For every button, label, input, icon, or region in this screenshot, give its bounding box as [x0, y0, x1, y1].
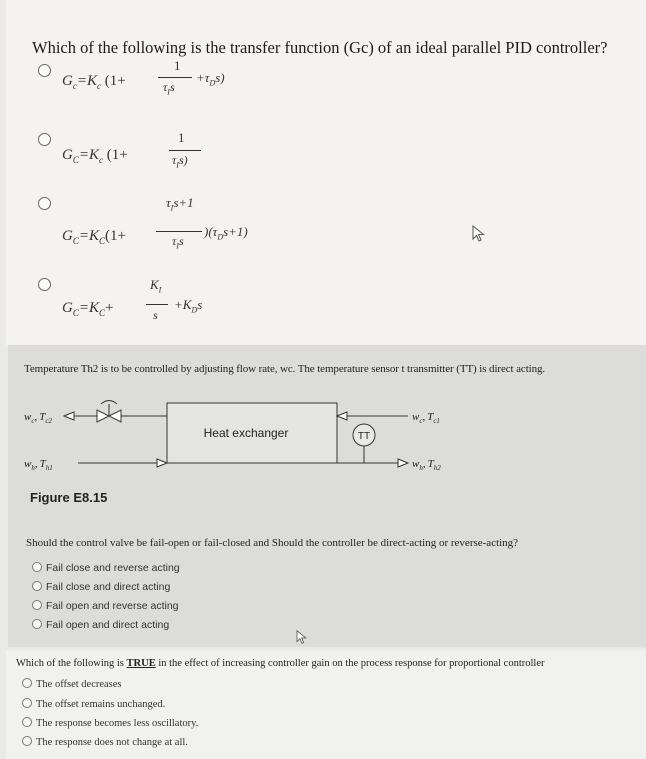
q1-option-c-formula: $G_C=K_C(1+$: [62, 228, 126, 246]
q2-option-2-radio[interactable]: [32, 581, 42, 591]
q1-option-a-denominator: $\tau_Is$: [163, 80, 175, 97]
true-emphasis: TRUE: [126, 658, 156, 669]
q1-option-a-radio[interactable]: [38, 64, 51, 77]
q1-option-a-formula: $G_c=K_c$ (1+: [62, 73, 126, 91]
q2-option-1[interactable]: [32, 562, 180, 574]
q2-option-2-label: Fail close and direct acting: [46, 581, 171, 593]
q3-option-3-radio[interactable]: [22, 717, 32, 727]
q3-option-2-radio[interactable]: [22, 698, 32, 708]
q3-option-2-label: The offset remains unchanged.: [36, 699, 166, 710]
q1-option-d-formula: $G_C=K_C+$: [62, 300, 114, 318]
q1-option-a-fraction-bar: [158, 77, 192, 78]
figure-label: Figure E8.15: [30, 490, 108, 505]
q3-option-3[interactable]: [22, 717, 198, 729]
q3-option-4-label: The response does not change at all.: [36, 737, 188, 748]
question-1-panel: [6, 0, 646, 345]
mouse-cursor-icon: [472, 225, 486, 243]
heat-exchanger-diagram: [8, 385, 646, 495]
q1-option-d-fraction-bar: [146, 304, 168, 305]
question-2-panel: [8, 345, 646, 647]
q3-option-1-label: The offset decreases: [36, 679, 122, 690]
q1-option-c-fraction-bar: [156, 231, 202, 232]
stream-label-wh-th1: $w_h$, $T_{h1}$: [24, 458, 53, 472]
q1-option-c-numerator: $\tau_Is+1$: [166, 195, 194, 213]
stream-label-wc-tc2: $w_c$, $T_{c2}$: [24, 411, 52, 425]
question-3-text: Which of the following is TRUE in the effect of increasing controller gain on the process response for proportional controller: [16, 658, 545, 669]
q1-option-b-denominator: $\tau_Is$): [172, 153, 188, 170]
q1-option-c-derivative-term: )$(\tau_Ds+1)$: [204, 224, 248, 242]
q2-option-3-radio[interactable]: [32, 600, 42, 610]
q1-option-b-radio[interactable]: [38, 133, 51, 146]
q1-option-a-derivative-term: $+\tau_Ds$): [196, 70, 225, 88]
stream-label-wh-th2: $w_h$, $T_{h2}$: [412, 458, 441, 472]
q2-option-3-label: Fail open and reverse acting: [46, 600, 179, 612]
coolant-inlet-arrow: [337, 412, 347, 420]
q3-option-1[interactable]: [22, 678, 122, 690]
q2-option-1-radio[interactable]: [32, 562, 42, 572]
control-valve-right: [109, 410, 121, 422]
q2-option-4-label: Fail open and direct acting: [46, 619, 170, 631]
q2-option-2[interactable]: [32, 581, 170, 593]
valve-actuator: [101, 401, 117, 405]
control-valve-left: [97, 410, 109, 422]
q1-option-c-denominator: $\tau_Is$: [172, 234, 184, 251]
q2-option-1-label: Fail close and reverse acting: [46, 562, 180, 574]
q2-option-4-radio[interactable]: [32, 619, 42, 629]
q2-option-3[interactable]: [32, 600, 179, 612]
heat-exchanger-label: Heat exchanger: [203, 426, 289, 440]
q1-option-d-derivative-term: $+K_Ds$: [174, 297, 203, 315]
q1-option-a-numerator: 1: [174, 58, 181, 73]
question-2-text: Temperature Th2 is to be controlled by adjusting flow rate, wc. The temperature sensor t transmitter (TT) is direct acting.: [24, 363, 546, 375]
q1-option-b-fraction-bar: [169, 150, 201, 151]
q1-option-c-radio[interactable]: [38, 197, 51, 210]
q3-option-2[interactable]: [22, 698, 165, 710]
q1-option-d-numerator: $K_I$: [150, 277, 162, 295]
q3-option-3-label: The response becomes less oscillatory.: [36, 718, 199, 729]
question-2-subquestion: Should the control valve be fail-open or fail-closed and Should the controller be direct-acting or reverse-acting?: [26, 537, 519, 549]
q2-option-4[interactable]: [32, 619, 169, 631]
coolant-outlet-arrow: [64, 412, 74, 420]
q1-option-b-formula: $G_C=K_c$ (1+: [62, 147, 128, 165]
q1-option-d-denominator: s: [153, 308, 158, 322]
hot-outlet-arrow: [398, 459, 408, 467]
question-3-panel: [6, 650, 646, 759]
q3-option-4-radio[interactable]: [22, 736, 32, 746]
question-1-text: Which of the following is the transfer function (Gc) of an ideal parallel PID controller?: [32, 38, 608, 57]
q1-option-b-numerator: 1: [178, 130, 185, 145]
stream-label-wc-tc1: $w_c$, $T_{c1}$: [412, 411, 440, 425]
mouse-cursor-icon: [296, 630, 308, 645]
q3-option-4[interactable]: [22, 736, 188, 748]
q3-option-1-radio[interactable]: [22, 678, 32, 688]
hot-inlet-arrow: [157, 459, 167, 467]
tt-label: TT: [357, 431, 371, 442]
q1-option-d-radio[interactable]: [38, 278, 51, 291]
